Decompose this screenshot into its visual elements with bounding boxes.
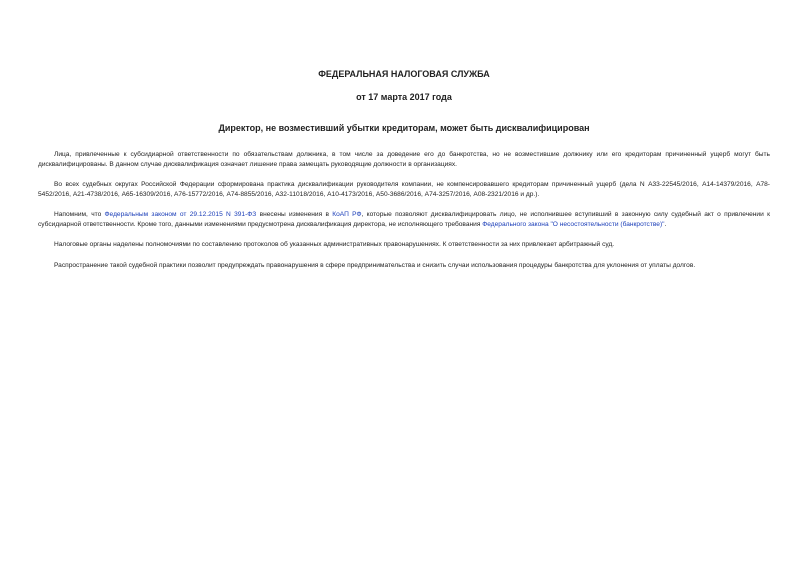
paragraph-2: Во всех судебных округах Российской Федерации сформирована практика дисквалификации руководителя компании, не компенсировавшего кредиторам причиненный ущерб (дела N А33-22545/2016, А14-14379/2016, А78-5452/2016, А21-4738/2016, А65-16309/2016, А76-15772/2016, А74-8855/2016, А32-11018/2016, А10-4173/2016, А50-3686/2016, А74-3257/2016, А08-2321/2016 и др.). xyxy=(38,181,770,198)
law-391-fz-link[interactable]: Федеральным законом от 29.12.2015 N 391-ФЗ xyxy=(104,211,257,218)
agency-name: ФЕДЕРАЛЬНАЯ НАЛОГОВАЯ СЛУЖБА xyxy=(318,69,490,79)
bankruptcy-law-link[interactable]: Федерального закона "О несостоятельности (банкротстве)" xyxy=(482,220,665,228)
paragraph-5: Распространение такой судебной практики позволит предупреждать правонарушения в сфере предпринимательства и снизить случаи использования процедуры банкротства для уклонения от уплаты долгов. xyxy=(54,261,696,269)
document-date: от 17 марта 2017 года xyxy=(356,92,452,102)
document-title: Директор, не возместивший убытки кредиторам, может быть дисквалифицирован xyxy=(218,123,590,133)
paragraph-3-text-2: внесены изменения в xyxy=(256,211,333,218)
paragraph-4: Налоговые органы наделены полномочиями по составлению протоколов об указанных административных правонарушениях. К ответственности за них привлекает арбитражный суд. xyxy=(54,241,615,248)
paragraph-3-text-1: Напомним, что xyxy=(54,211,105,218)
koap-link[interactable]: КоАП РФ xyxy=(332,211,362,218)
paragraph-3 xyxy=(38,210,770,229)
paragraph-1: Лица, привлеченные к субсидиарной ответственности по обязательствам должника, в том числе за доведение его до банкротства, но не возместившие должнику или его кредиторам причиненный ущерб могут быть дисквалифицированы. В данном случае дисквалификация означает лишение права замещать руководящие должности в организациях. xyxy=(38,151,770,168)
paragraph-3-text-4: . xyxy=(664,220,667,228)
document-body xyxy=(38,150,770,281)
paragraph-3-text-3: , которые позволяют дисквалифицировать лицо, не исполнившее вступивший в законную силу судебный акт о привлечении к субсидиарной ответственности. Кроме того, данными изменениями предусмотрена дисквалификация директора, не исполняющего требования xyxy=(38,211,770,228)
